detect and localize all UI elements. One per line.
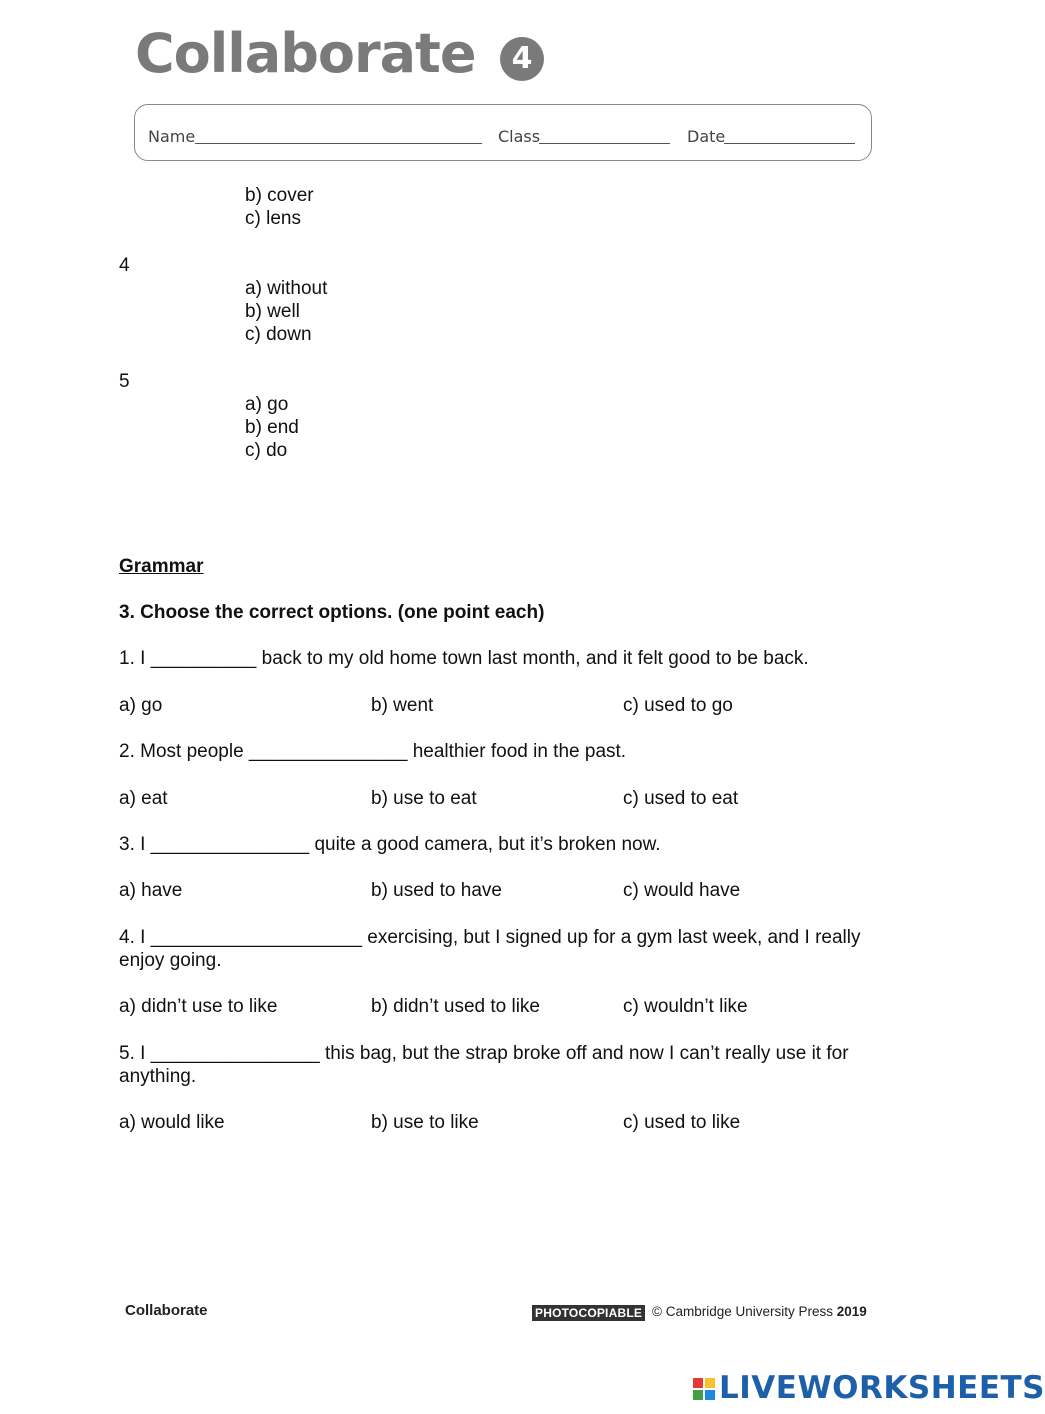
g4-option-c[interactable]: c) wouldn’t like (623, 996, 748, 1017)
grammar-question-2: 2. Most people _______________ healthier food in the past. (119, 741, 627, 762)
g1-option-c[interactable]: c) used to go (623, 695, 733, 716)
level-badge: 4 (500, 37, 544, 81)
g1-option-a[interactable]: a) go (119, 695, 163, 716)
date-label: Date (687, 127, 726, 146)
g1-option-b[interactable]: b) went (371, 695, 434, 716)
logo-square-3 (693, 1390, 703, 1400)
g4-option-b[interactable]: b) didn’t used to like (371, 996, 540, 1017)
liveworksheets-logo-icon (693, 1378, 715, 1400)
name-label: Name (148, 127, 196, 146)
footer-brand: Collaborate (125, 1302, 208, 1319)
class-label: Class (498, 127, 541, 146)
grammar-question-4: 4. I ____________________ exercising, but I signed up for a gym last week, and I really enjoy going. (119, 927, 861, 971)
logo-square-4 (705, 1390, 715, 1400)
class-field[interactable] (539, 143, 670, 144)
q5-option-b[interactable]: b) end (245, 417, 299, 438)
g3-option-a[interactable]: a) have (119, 880, 183, 901)
q4-option-b[interactable]: b) well (245, 301, 300, 322)
g2-option-c[interactable]: c) used to eat (623, 788, 739, 809)
q3-option-c[interactable]: c) lens (245, 208, 301, 229)
g5-option-c[interactable]: c) used to like (623, 1112, 741, 1133)
copyright-year: 2019 (836, 1304, 867, 1319)
section-heading: Grammar (119, 556, 204, 577)
g2-option-b[interactable]: b) use to eat (371, 788, 477, 809)
g4-option-a[interactable]: a) didn’t use to like (119, 996, 278, 1017)
collaborate-logo: Collaborate (135, 22, 476, 85)
question-number: 4 (119, 255, 130, 276)
question-number: 5 (119, 371, 130, 392)
q3-option-b[interactable]: b) cover (245, 185, 314, 206)
grammar-question-3: 3. I _______________ quite a good camera, but it’s broken now. (119, 834, 661, 855)
q5-option-c[interactable]: c) do (245, 440, 288, 461)
liveworksheets-watermark[interactable]: LIVEWORKSHEETS (719, 1370, 1045, 1406)
instruction: 3. Choose the correct options. (one point each) (119, 602, 545, 623)
logo-square-2 (705, 1378, 715, 1388)
g3-option-b[interactable]: b) used to have (371, 880, 502, 901)
copyright-text: © Cambridge University Press (652, 1304, 833, 1319)
q4-option-c[interactable]: c) down (245, 324, 312, 345)
q5-option-a[interactable]: a) go (245, 394, 289, 415)
g3-option-c[interactable]: c) would have (623, 880, 741, 901)
g5-option-a[interactable]: a) would like (119, 1112, 225, 1133)
date-field[interactable] (724, 143, 855, 144)
photocopiable-badge: PHOTOCOPIABLE (532, 1305, 645, 1321)
copyright (652, 1304, 867, 1319)
g2-option-a[interactable]: a) eat (119, 788, 168, 809)
q4-option-a[interactable]: a) without (245, 278, 328, 299)
name-field[interactable] (195, 143, 482, 144)
grammar-question-5: 5. I ________________ this bag, but the strap broke off and now I can’t really use it for anything. (119, 1043, 849, 1087)
g5-option-b[interactable]: b) use to like (371, 1112, 479, 1133)
logo-square-1 (693, 1378, 703, 1388)
grammar-question-1: 1. I __________ back to my old home town last month, and it felt good to be back. (119, 648, 809, 669)
